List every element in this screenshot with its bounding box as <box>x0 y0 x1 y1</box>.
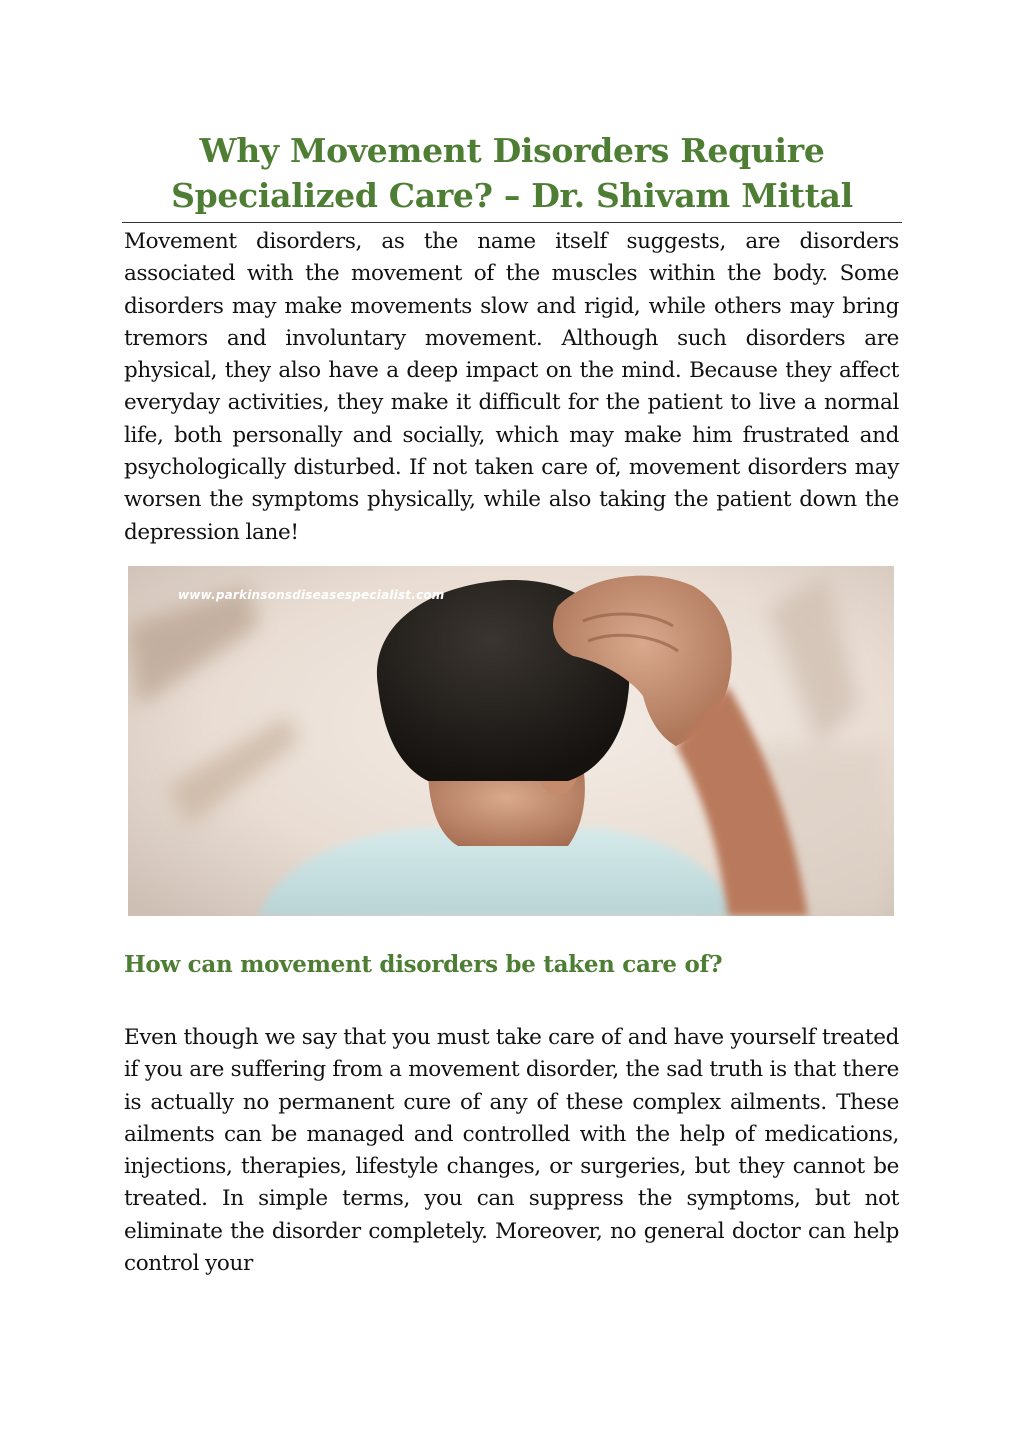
image-watermark: www.parkinsonsdiseasespecialist.com <box>178 588 445 602</box>
document-title: Why Movement Disorders Require Specialized Care? – Dr. Shivam Mittal <box>171 131 853 215</box>
body-paragraph: Even though we say that you must take care of and have yourself treated if you are suffering from a movement disorder, the sad truth is that there is actually no permanent cure of any of these complex ailments. These ailments can be managed and controlled with the help of medications, injections, therapies, lifestyle changes, or surgeries, but they cannot be treated. In simple terms, you can suppress the symptoms, but not eliminate the disorder completely. Moreover, no general doctor can help control your <box>124 1025 899 1277</box>
intro-paragraph: Movement disorders, as the name itself suggests, are disorders associated with the movement of the muscles within the body. Some disorders may make movements slow and rigid, while others may bring tremors and involuntary movement. Although such disorders are physical, they also have a deep impact on the mind. Because they affect everyday activities, they make it difficult for the patient to live a normal life, both personally and socially, which may make him frustrated and psychologically disturbed. If not taken care of, movement disorders may worsen the symptoms physically, while also taking the patient down the depression lane! <box>124 229 899 545</box>
title-underline <box>122 222 902 223</box>
stressed-man-illustration <box>128 566 894 916</box>
illustration-photo <box>128 566 894 916</box>
section-heading: How can movement disorders be taken care of? <box>124 951 723 978</box>
